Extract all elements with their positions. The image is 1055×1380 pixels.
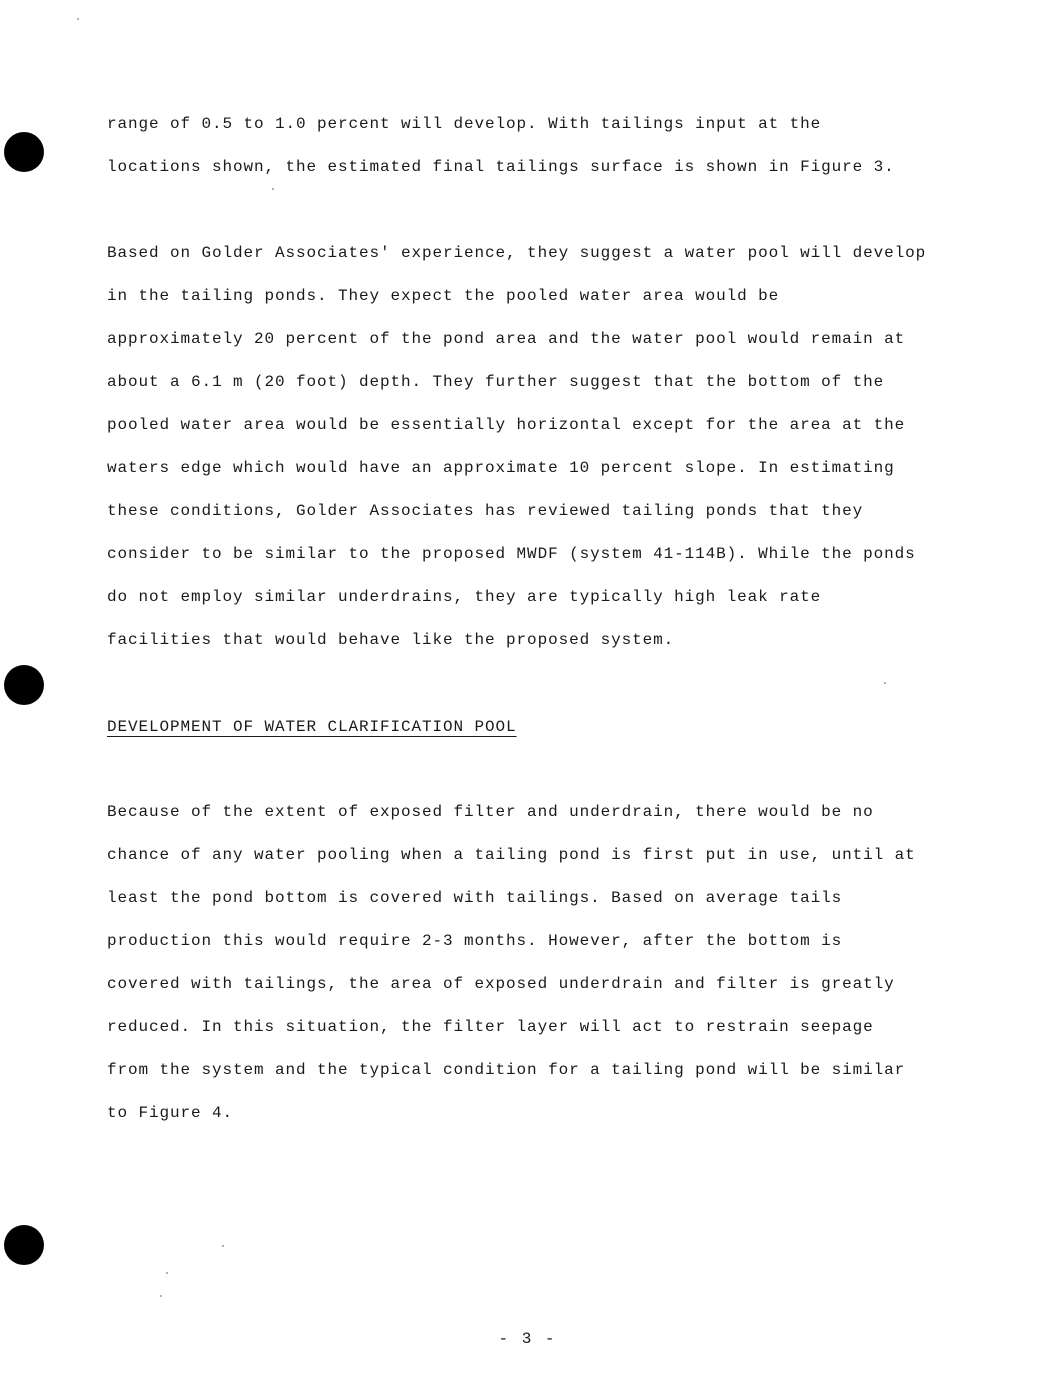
paragraph-line: reduced. In this situation, the filter layer will act to restrain seepage	[107, 1018, 874, 1036]
paragraph-line: to Figure 4.	[107, 1104, 234, 1122]
paragraph-line: Based on Golder Associates' experience, they suggest a water pool will develop	[107, 244, 927, 262]
paragraph-line: chance of any water pooling when a tailing pond is first put in use, until at	[107, 846, 916, 864]
paragraph-line: these conditions, Golder Associates has reviewed tailing ponds that they	[107, 502, 864, 520]
section-heading	[107, 706, 517, 749]
punch-hole-middle	[4, 665, 44, 705]
paragraph-line: production this would require 2-3 months. However, after the bottom is	[107, 932, 843, 950]
paragraph-line: covered with tailings, the area of exposed underdrain and filter is greatly	[107, 975, 895, 993]
paragraph-line: pooled water area would be essentially horizontal except for the area at the	[107, 416, 906, 434]
paragraph-line: about a 6.1 m (20 foot) depth. They further suggest that the bottom of the	[107, 373, 885, 391]
paragraph-line: locations shown, the estimated final tailings surface is shown in Figure 3.	[107, 158, 895, 176]
paragraph-line: approximately 20 percent of the pond area and the water pool would remain at	[107, 330, 906, 348]
section-heading-text: DEVELOPMENT OF WATER CLARIFICATION POOL	[107, 718, 517, 736]
paragraph-line: least the pond bottom is covered with tailings. Based on average tails	[107, 889, 843, 907]
scan-speck	[160, 1295, 162, 1297]
paragraph-line: do not employ similar underdrains, they are typically high leak rate	[107, 588, 822, 606]
paragraph-line: waters edge which would have an approximate 10 percent slope. In estimating	[107, 459, 895, 477]
punch-hole-top	[4, 132, 44, 172]
paragraph-line: consider to be similar to the proposed MWDF (system 41-114B). While the ponds	[107, 545, 916, 563]
scan-speck	[884, 682, 886, 684]
paragraph-tailings-surface	[107, 103, 967, 189]
punch-hole-bottom	[4, 1225, 44, 1265]
paragraph-clarification-pool	[107, 791, 967, 1135]
paragraph-line: Because of the extent of exposed filter and underdrain, there would be no	[107, 803, 874, 821]
paragraph-line: in the tailing ponds. They expect the pooled water area would be	[107, 287, 780, 305]
paragraph-line: range of 0.5 to 1.0 percent will develop. With tailings input at the	[107, 115, 822, 133]
page-number: - 3 -	[498, 1330, 557, 1348]
scan-speck	[77, 18, 79, 20]
paragraph-line: from the system and the typical condition for a tailing pond will be similar	[107, 1061, 906, 1079]
paragraph-water-pool	[107, 232, 967, 662]
paragraph-line: facilities that would behave like the proposed system.	[107, 631, 675, 649]
scan-speck	[166, 1272, 168, 1274]
scan-speck	[222, 1245, 224, 1247]
